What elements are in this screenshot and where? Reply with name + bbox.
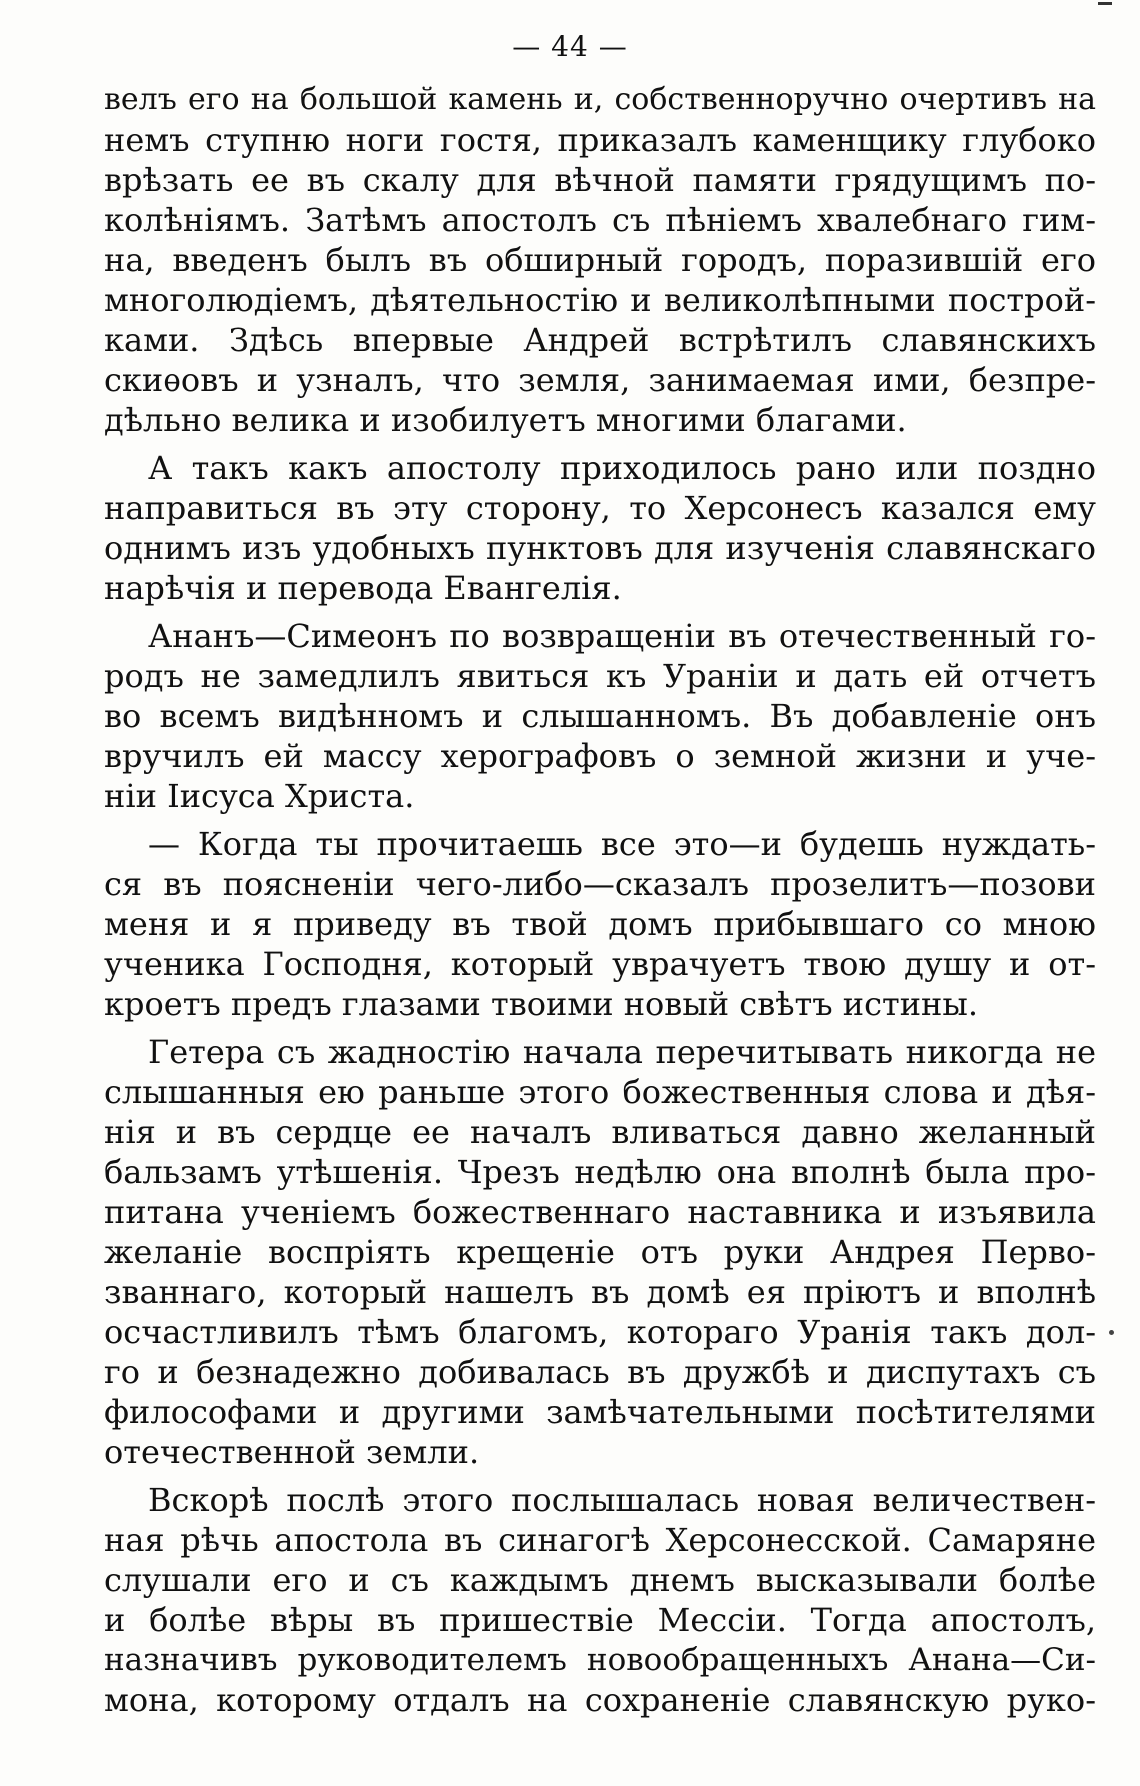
text-line: направиться въ эту сторону, то Херсонесъ казался ему <box>104 489 1096 527</box>
text-line: нія и въ сердце ее началъ вливаться давно желанный <box>104 1113 1096 1151</box>
text-line: Вскорѣ послѣ этого послышалась новая величествен- <box>148 1481 1096 1519</box>
paragraph-3 <box>104 616 1096 816</box>
text-line: философами и другими замѣчательными посѣтителями <box>104 1393 1096 1431</box>
text-line: ся въ поясненіи чего-либо—сказалъ прозелитъ—позови <box>104 865 1096 903</box>
text-line: и болѣе вѣры въ пришествіе Мессіи. Тогда апостолъ, <box>104 1601 1096 1639</box>
text-line: бальзамъ утѣшенія. Чрезъ недѣлю она вполнѣ была про- <box>104 1153 1096 1191</box>
paragraph-6 <box>104 1480 1096 1720</box>
text-line: мона, которому отдалъ на сохраненіе славянскую руко- <box>104 1681 1096 1719</box>
margin-ink-dot <box>1109 1330 1114 1335</box>
scan-corner-mark <box>1098 2 1112 5</box>
text-line: желаніе воспріять крещеніе отъ руки Андрея Перво- <box>104 1233 1096 1271</box>
text-line: питана ученіемъ божественнаго наставника и изъявила <box>104 1193 1096 1231</box>
text-line: колѣніямъ. Затѣмъ апостолъ съ пѣніемъ хвалебнаго гим- <box>104 201 1096 239</box>
text-line: врѣзать ее въ скалу для вѣчной памяти грядущимъ по- <box>104 161 1096 199</box>
text-line: скиѳовъ и узналъ, что земля, занимаемая ими, безпре- <box>104 361 1096 399</box>
text-line: назначивъ руководителемъ новообращенныхъ Анана—Си- <box>104 1642 1096 1678</box>
paragraph-2 <box>104 448 1096 608</box>
text-line: — Когда ты прочитаешь все это—и будешь нуждать- <box>148 825 1096 863</box>
text-line: го и безнадежно добивалась въ дружбѣ и диспутахъ съ <box>104 1353 1096 1391</box>
text-line: родъ не замедлилъ явиться къ Ураніи и дать ей отчетъ <box>104 657 1096 695</box>
text-line: А такъ какъ апостолу приходилось рано или поздно <box>148 449 1096 487</box>
paragraph-5 <box>104 1032 1096 1472</box>
text-line: ученика Господня, который уврачуетъ твою душу и от- <box>104 945 1096 983</box>
text-line: меня и я приведу въ твой домъ прибывшаго со мною <box>104 905 1096 943</box>
body-text <box>104 80 1096 1728</box>
text-line: отечественной земли. <box>104 1433 480 1471</box>
text-line: Гетера съ жадностію начала перечитывать никогда не <box>148 1033 1096 1071</box>
text-line: во всемъ видѣнномъ и слышанномъ. Въ добавленіе онъ <box>104 697 1096 735</box>
text-line: кроетъ предъ глазами твоими новый свѣтъ истины. <box>104 985 978 1023</box>
text-line: осчастливилъ тѣмъ благомъ, котораго Уранія такъ дол- <box>104 1313 1096 1351</box>
text-line: вручилъ ей массу херографовъ о земной жизни и уче- <box>104 737 1096 775</box>
text-line: слышанныя ею раньше этого божественныя слова и дѣя- <box>104 1073 1096 1111</box>
paragraph-1 <box>104 80 1096 440</box>
text-line: ніи Іисуса Христа. <box>104 777 415 815</box>
page-number: — 44 — <box>512 30 628 63</box>
text-line: многолюдіемъ, дѣятельностію и великолѣпными построй- <box>104 281 1096 319</box>
text-line: велъ его на большой камень и, собственноручно очертивъ на <box>104 82 1096 117</box>
text-line: на, введенъ былъ въ обширный городъ, поразившій его <box>104 241 1096 279</box>
text-line: немъ ступню ноги гостя, приказалъ каменщику глубоко <box>104 121 1096 159</box>
text-line: ная рѣчь апостола въ синагогѣ Херсонесской. Самаряне <box>104 1521 1096 1559</box>
text-line: нарѣчія и перевода Евангелія. <box>104 569 622 607</box>
text-line: слушали его и съ каждымъ днемъ высказывали болѣе <box>104 1561 1096 1599</box>
text-line: дѣльно велика и изобилуетъ многими благами. <box>104 401 907 439</box>
text-line: ками. Здѣсь впервые Андрей встрѣтилъ славянскихъ <box>104 321 1096 359</box>
paragraph-4 <box>104 824 1096 1024</box>
text-line: званнаго, который нашелъ въ домѣ ея пріютъ и вполнѣ <box>104 1273 1096 1311</box>
text-line: однимъ изъ удобныхъ пунктовъ для изученія славянскаго <box>104 529 1096 567</box>
text-line: Ананъ—Симеонъ по возвращеніи въ отечественный го- <box>148 617 1096 655</box>
